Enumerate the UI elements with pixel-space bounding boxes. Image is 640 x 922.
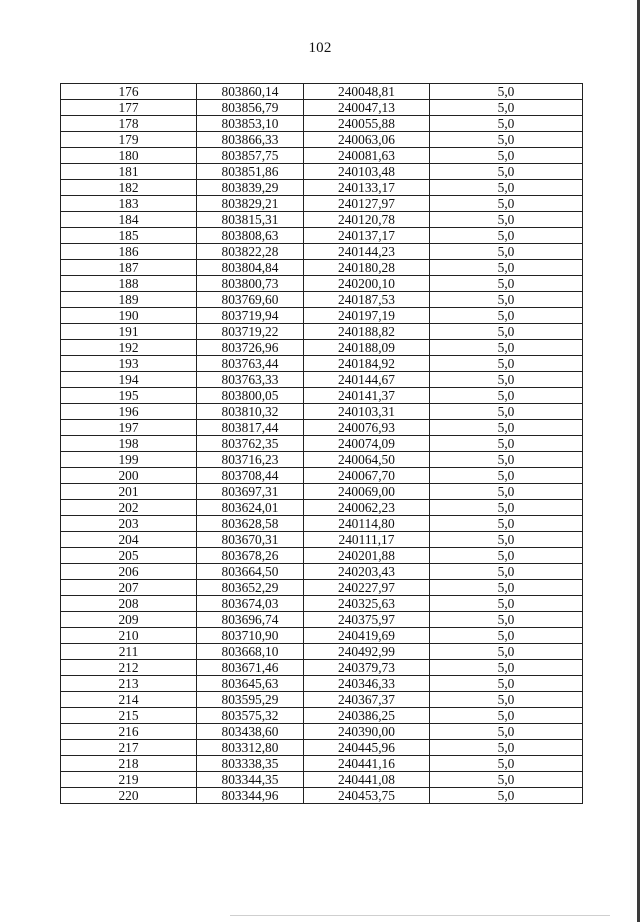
y-coordinate-cell: 240188,09 [304, 340, 430, 356]
x-coordinate-cell: 803438,60 [197, 724, 304, 740]
table-row [61, 516, 583, 532]
y-coordinate-cell: 240062,23 [304, 500, 430, 516]
x-coordinate-cell: 803710,90 [197, 628, 304, 644]
point-number-cell: 213 [61, 676, 197, 692]
y-coordinate-cell: 240197,19 [304, 308, 430, 324]
x-coordinate-cell: 803808,63 [197, 228, 304, 244]
y-coordinate-cell: 240048,81 [304, 84, 430, 100]
point-number-cell: 207 [61, 580, 197, 596]
point-number-cell: 215 [61, 708, 197, 724]
error-cell: 5,0 [430, 756, 583, 772]
error-cell: 5,0 [430, 660, 583, 676]
x-coordinate-cell: 803822,28 [197, 244, 304, 260]
point-number-cell: 205 [61, 548, 197, 564]
table-row [61, 564, 583, 580]
error-cell: 5,0 [430, 564, 583, 580]
error-cell: 5,0 [430, 548, 583, 564]
error-cell: 5,0 [430, 532, 583, 548]
x-coordinate-cell: 803860,14 [197, 84, 304, 100]
point-number-cell: 214 [61, 692, 197, 708]
error-cell: 5,0 [430, 132, 583, 148]
point-number-cell: 194 [61, 372, 197, 388]
table-row [61, 116, 583, 132]
table-row [61, 260, 583, 276]
y-coordinate-cell: 240047,13 [304, 100, 430, 116]
point-number-cell: 200 [61, 468, 197, 484]
x-coordinate-cell: 803664,50 [197, 564, 304, 580]
table-row [61, 100, 583, 116]
y-coordinate-cell: 240203,43 [304, 564, 430, 580]
x-coordinate-cell: 803344,35 [197, 772, 304, 788]
y-coordinate-cell: 240379,73 [304, 660, 430, 676]
point-number-cell: 179 [61, 132, 197, 148]
table-row [61, 644, 583, 660]
y-coordinate-cell: 240180,28 [304, 260, 430, 276]
table-row [61, 660, 583, 676]
point-number-cell: 217 [61, 740, 197, 756]
y-coordinate-cell: 240346,33 [304, 676, 430, 692]
x-coordinate-cell: 803668,10 [197, 644, 304, 660]
y-coordinate-cell: 240492,99 [304, 644, 430, 660]
table-row [61, 772, 583, 788]
point-number-cell: 191 [61, 324, 197, 340]
table-row [61, 132, 583, 148]
table-row [61, 452, 583, 468]
point-number-cell: 178 [61, 116, 197, 132]
error-cell: 5,0 [430, 276, 583, 292]
error-cell: 5,0 [430, 308, 583, 324]
point-number-cell: 220 [61, 788, 197, 804]
error-cell: 5,0 [430, 244, 583, 260]
point-number-cell: 193 [61, 356, 197, 372]
error-cell: 5,0 [430, 516, 583, 532]
x-coordinate-cell: 803670,31 [197, 532, 304, 548]
y-coordinate-cell: 240441,16 [304, 756, 430, 772]
x-coordinate-cell: 803344,96 [197, 788, 304, 804]
x-coordinate-cell: 803866,33 [197, 132, 304, 148]
point-number-cell: 210 [61, 628, 197, 644]
y-coordinate-cell: 240419,69 [304, 628, 430, 644]
table-row [61, 500, 583, 516]
error-cell: 5,0 [430, 84, 583, 100]
point-number-cell: 187 [61, 260, 197, 276]
y-coordinate-cell: 240325,63 [304, 596, 430, 612]
x-coordinate-cell: 803817,44 [197, 420, 304, 436]
table-row [61, 276, 583, 292]
point-number-cell: 183 [61, 196, 197, 212]
point-number-cell: 180 [61, 148, 197, 164]
x-coordinate-cell: 803719,94 [197, 308, 304, 324]
table-row [61, 84, 583, 100]
error-cell: 5,0 [430, 212, 583, 228]
table-row [61, 756, 583, 772]
table-row [61, 356, 583, 372]
point-number-cell: 189 [61, 292, 197, 308]
table-row [61, 164, 583, 180]
y-coordinate-cell: 240067,70 [304, 468, 430, 484]
y-coordinate-cell: 240141,37 [304, 388, 430, 404]
point-number-cell: 209 [61, 612, 197, 628]
point-number-cell: 198 [61, 436, 197, 452]
table-row [61, 436, 583, 452]
error-cell: 5,0 [430, 452, 583, 468]
x-coordinate-cell: 803696,74 [197, 612, 304, 628]
y-coordinate-cell: 240200,10 [304, 276, 430, 292]
y-coordinate-cell: 240111,17 [304, 532, 430, 548]
table-row [61, 788, 583, 804]
x-coordinate-cell: 803678,26 [197, 548, 304, 564]
y-coordinate-cell: 240114,80 [304, 516, 430, 532]
table-row [61, 484, 583, 500]
error-cell: 5,0 [430, 324, 583, 340]
table-row [61, 228, 583, 244]
table-row [61, 612, 583, 628]
point-number-cell: 188 [61, 276, 197, 292]
x-coordinate-cell: 803645,63 [197, 676, 304, 692]
x-coordinate-cell: 803595,29 [197, 692, 304, 708]
table-row [61, 180, 583, 196]
error-cell: 5,0 [430, 724, 583, 740]
point-number-cell: 218 [61, 756, 197, 772]
point-number-cell: 212 [61, 660, 197, 676]
table-row [61, 676, 583, 692]
point-number-cell: 206 [61, 564, 197, 580]
error-cell: 5,0 [430, 340, 583, 356]
x-coordinate-cell: 803726,96 [197, 340, 304, 356]
point-number-cell: 192 [61, 340, 197, 356]
x-coordinate-cell: 803810,32 [197, 404, 304, 420]
y-coordinate-cell: 240144,23 [304, 244, 430, 260]
table-row [61, 724, 583, 740]
x-coordinate-cell: 803800,05 [197, 388, 304, 404]
point-number-cell: 182 [61, 180, 197, 196]
error-cell: 5,0 [430, 484, 583, 500]
error-cell: 5,0 [430, 436, 583, 452]
x-coordinate-cell: 803652,29 [197, 580, 304, 596]
error-cell: 5,0 [430, 388, 583, 404]
y-coordinate-cell: 240188,82 [304, 324, 430, 340]
point-number-cell: 177 [61, 100, 197, 116]
error-cell: 5,0 [430, 260, 583, 276]
y-coordinate-cell: 240055,88 [304, 116, 430, 132]
point-number-cell: 176 [61, 84, 197, 100]
x-coordinate-cell: 803815,31 [197, 212, 304, 228]
y-coordinate-cell: 240076,93 [304, 420, 430, 436]
y-coordinate-cell: 240144,67 [304, 372, 430, 388]
x-coordinate-cell: 803853,10 [197, 116, 304, 132]
error-cell: 5,0 [430, 740, 583, 756]
x-coordinate-cell: 803829,21 [197, 196, 304, 212]
point-number-cell: 211 [61, 644, 197, 660]
y-coordinate-cell: 240184,92 [304, 356, 430, 372]
error-cell: 5,0 [430, 356, 583, 372]
table-row [61, 388, 583, 404]
error-cell: 5,0 [430, 468, 583, 484]
table-row [61, 324, 583, 340]
x-coordinate-cell: 803839,29 [197, 180, 304, 196]
point-number-cell: 219 [61, 772, 197, 788]
y-coordinate-cell: 240445,96 [304, 740, 430, 756]
point-number-cell: 216 [61, 724, 197, 740]
table-row [61, 740, 583, 756]
error-cell: 5,0 [430, 228, 583, 244]
y-coordinate-cell: 240064,50 [304, 452, 430, 468]
table-body [61, 84, 583, 804]
error-cell: 5,0 [430, 612, 583, 628]
x-coordinate-cell: 803804,84 [197, 260, 304, 276]
error-cell: 5,0 [430, 596, 583, 612]
x-coordinate-cell: 803851,86 [197, 164, 304, 180]
x-coordinate-cell: 803338,35 [197, 756, 304, 772]
point-number-cell: 195 [61, 388, 197, 404]
y-coordinate-cell: 240390,00 [304, 724, 430, 740]
x-coordinate-cell: 803769,60 [197, 292, 304, 308]
y-coordinate-cell: 240441,08 [304, 772, 430, 788]
x-coordinate-cell: 803624,01 [197, 500, 304, 516]
y-coordinate-cell: 240063,06 [304, 132, 430, 148]
x-coordinate-cell: 803312,80 [197, 740, 304, 756]
y-coordinate-cell: 240187,53 [304, 292, 430, 308]
table-row [61, 340, 583, 356]
y-coordinate-cell: 240074,09 [304, 436, 430, 452]
error-cell: 5,0 [430, 100, 583, 116]
x-coordinate-cell: 803719,22 [197, 324, 304, 340]
error-cell: 5,0 [430, 404, 583, 420]
x-coordinate-cell: 803628,58 [197, 516, 304, 532]
x-coordinate-cell: 803856,79 [197, 100, 304, 116]
point-number-cell: 204 [61, 532, 197, 548]
table-row [61, 708, 583, 724]
x-coordinate-cell: 803800,73 [197, 276, 304, 292]
y-coordinate-cell: 240127,97 [304, 196, 430, 212]
table-row [61, 420, 583, 436]
point-number-cell: 190 [61, 308, 197, 324]
table-row [61, 628, 583, 644]
y-coordinate-cell: 240103,31 [304, 404, 430, 420]
y-coordinate-cell: 240103,48 [304, 164, 430, 180]
error-cell: 5,0 [430, 628, 583, 644]
error-cell: 5,0 [430, 372, 583, 388]
error-cell: 5,0 [430, 772, 583, 788]
y-coordinate-cell: 240081,63 [304, 148, 430, 164]
table-row [61, 308, 583, 324]
point-number-cell: 184 [61, 212, 197, 228]
x-coordinate-cell: 803697,31 [197, 484, 304, 500]
error-cell: 5,0 [430, 788, 583, 804]
y-coordinate-cell: 240375,97 [304, 612, 430, 628]
y-coordinate-cell: 240133,17 [304, 180, 430, 196]
y-coordinate-cell: 240069,00 [304, 484, 430, 500]
y-coordinate-cell: 240453,75 [304, 788, 430, 804]
y-coordinate-cell: 240137,17 [304, 228, 430, 244]
table-row [61, 532, 583, 548]
point-number-cell: 201 [61, 484, 197, 500]
error-cell: 5,0 [430, 644, 583, 660]
table-row [61, 596, 583, 612]
point-number-cell: 185 [61, 228, 197, 244]
error-cell: 5,0 [430, 164, 583, 180]
y-coordinate-cell: 240120,78 [304, 212, 430, 228]
x-coordinate-cell: 803763,33 [197, 372, 304, 388]
error-cell: 5,0 [430, 292, 583, 308]
table-row [61, 244, 583, 260]
table-row [61, 468, 583, 484]
error-cell: 5,0 [430, 692, 583, 708]
point-number-cell: 199 [61, 452, 197, 468]
x-coordinate-cell: 803763,44 [197, 356, 304, 372]
x-coordinate-cell: 803857,75 [197, 148, 304, 164]
error-cell: 5,0 [430, 196, 583, 212]
table-row [61, 548, 583, 564]
error-cell: 5,0 [430, 676, 583, 692]
table-row [61, 692, 583, 708]
error-cell: 5,0 [430, 116, 583, 132]
error-cell: 5,0 [430, 420, 583, 436]
table-row [61, 196, 583, 212]
coordinates-table [60, 83, 583, 804]
error-cell: 5,0 [430, 180, 583, 196]
x-coordinate-cell: 803575,32 [197, 708, 304, 724]
y-coordinate-cell: 240201,88 [304, 548, 430, 564]
y-coordinate-cell: 240367,37 [304, 692, 430, 708]
error-cell: 5,0 [430, 148, 583, 164]
table-row [61, 292, 583, 308]
x-coordinate-cell: 803708,44 [197, 468, 304, 484]
scan-line [230, 915, 610, 916]
x-coordinate-cell: 803716,23 [197, 452, 304, 468]
x-coordinate-cell: 803762,35 [197, 436, 304, 452]
error-cell: 5,0 [430, 708, 583, 724]
y-coordinate-cell: 240386,25 [304, 708, 430, 724]
x-coordinate-cell: 803671,46 [197, 660, 304, 676]
table-row [61, 580, 583, 596]
table-row [61, 404, 583, 420]
point-number-cell: 197 [61, 420, 197, 436]
x-coordinate-cell: 803674,03 [197, 596, 304, 612]
point-number-cell: 202 [61, 500, 197, 516]
table-row [61, 372, 583, 388]
point-number-cell: 186 [61, 244, 197, 260]
error-cell: 5,0 [430, 580, 583, 596]
point-number-cell: 203 [61, 516, 197, 532]
y-coordinate-cell: 240227,97 [304, 580, 430, 596]
page-number: 102 [308, 40, 332, 56]
table-row [61, 212, 583, 228]
point-number-cell: 181 [61, 164, 197, 180]
error-cell: 5,0 [430, 500, 583, 516]
table-row [61, 148, 583, 164]
point-number-cell: 196 [61, 404, 197, 420]
point-number-cell: 208 [61, 596, 197, 612]
